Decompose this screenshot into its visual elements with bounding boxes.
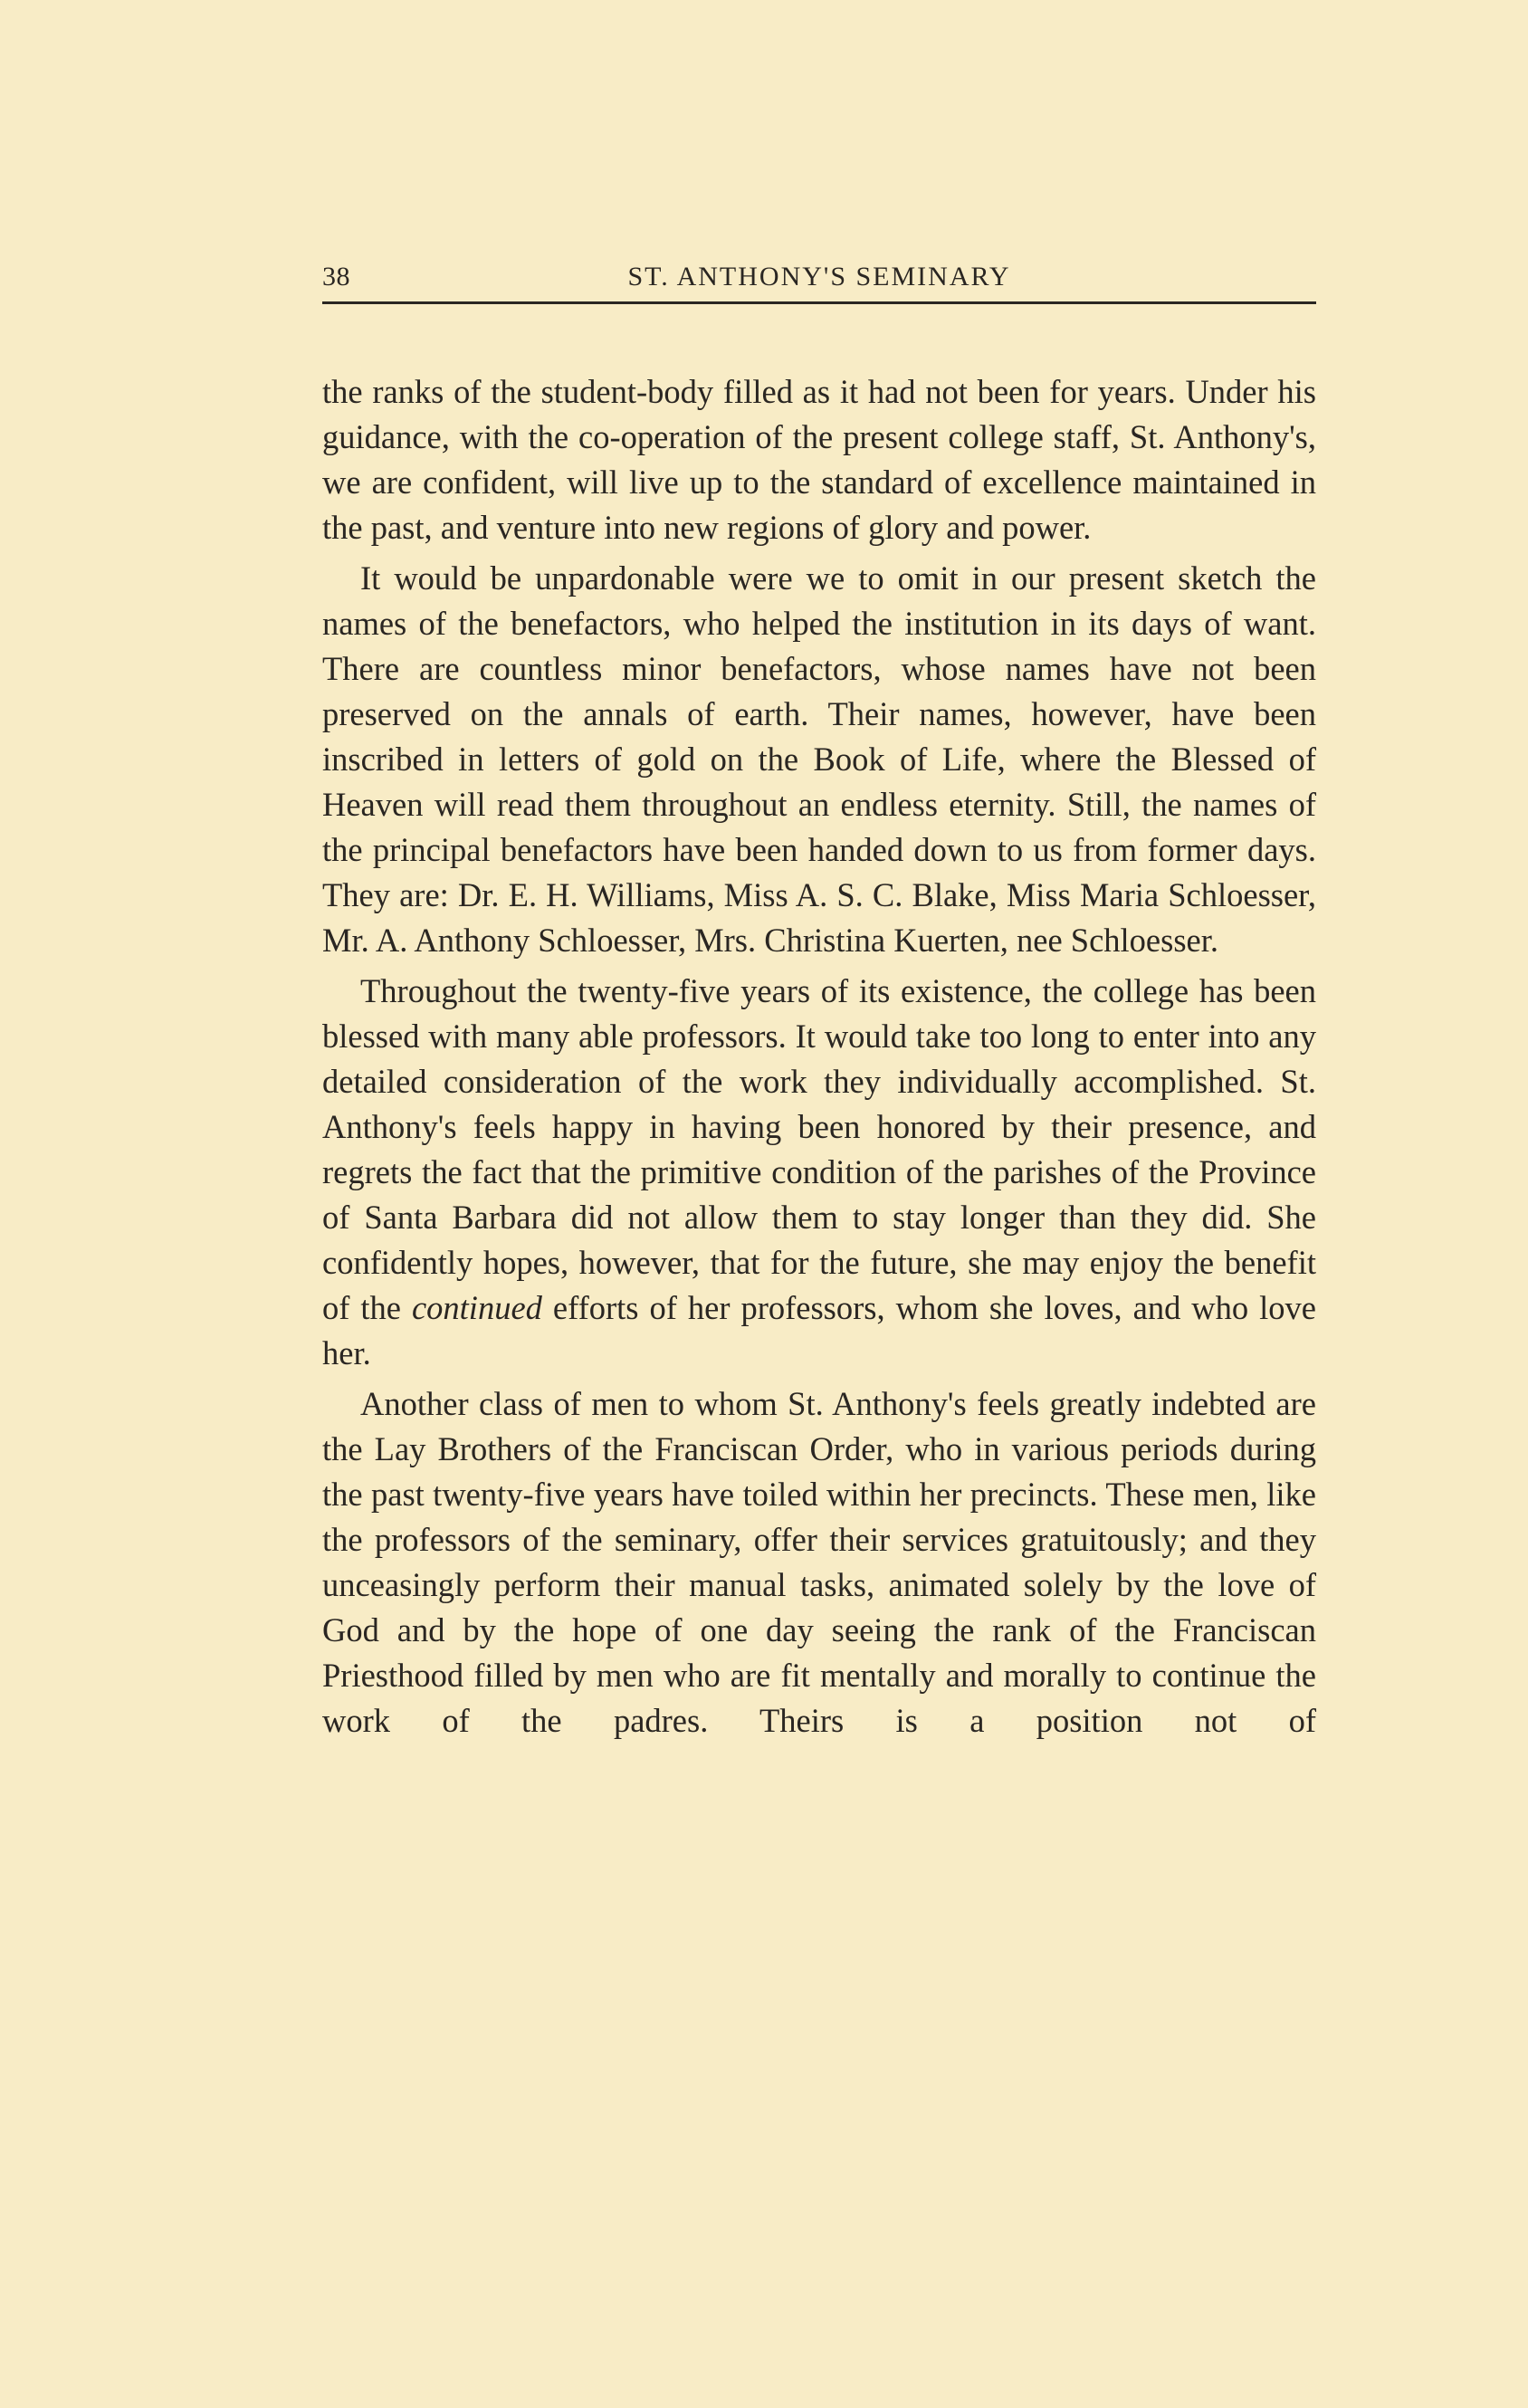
paragraph-3-text-end: efforts of her professors, whom she loves, and who love her. bbox=[322, 1289, 1316, 1371]
page-number: 38 bbox=[322, 262, 350, 291]
paragraph-1: the ranks of the student-body filled as it had not been for years. Under his guidance, with the co-operation of the present college staff, St. Anthony's, we are confident, will live up to the standard of excellence maintained in the past, and venture into new regions of glory and power. bbox=[322, 373, 1316, 546]
header-rule bbox=[322, 301, 1316, 304]
page-header bbox=[322, 258, 1316, 303]
running-title: ST. ANTHONY'S SEMINARY bbox=[627, 262, 1011, 291]
paragraph-3 bbox=[322, 969, 1316, 1376]
paragraph-2: It would be unpardonable were we to omit in our present sketch the names of the benefactors, who helped the institution in its days of want. There are countless minor benefactors, whose names have not been preserved on the annals of earth. Their names, however, have been inscribed in letters of gold on the Book of Life, where the Blessed of Heaven will read them throughout an endless eternity. Still, the names of the principal benefactors have been handed down to us from former days. They are: Dr. E. H. Williams, Miss A. S. C. Blake, Miss Maria Schloesser, Mr. A. Anthony Schloesser, Mrs. Christina Kuerten, nee Schloesser. bbox=[322, 559, 1316, 959]
italic-word: continued bbox=[411, 1289, 542, 1326]
body-text bbox=[322, 369, 1316, 1749]
paragraph-4: Another class of men to whom St. Anthony's feels greatly indebted are the Lay Brothers of the Franciscan Order, who in various periods during the past twenty-five years have toiled within her precincts. These men, like the professors of the seminary, offer their services gratuitously; and they unceasingly perform their manual tasks, animated solely by the love of God and by the hope of one day seeing the rank of the Franciscan Priesthood filled by men who are fit mentally and morally to continue the work of the padres. Theirs is a position not of bbox=[322, 1385, 1316, 1739]
paragraph-3-text-start: Throughout the twenty-five years of its existence, the college has been blessed with many able professors. It would take too long to enter into any detailed consideration of the work they individually accomplished. St. Anthony's feels happy in having been honored by their presence, and regrets the fact that the primitive condition of the parishes of the Province of Santa Barbara did not allow them to stay longer than they did. She confidently hopes, however, that for the future, she may enjoy the benefit of the bbox=[322, 972, 1316, 1326]
